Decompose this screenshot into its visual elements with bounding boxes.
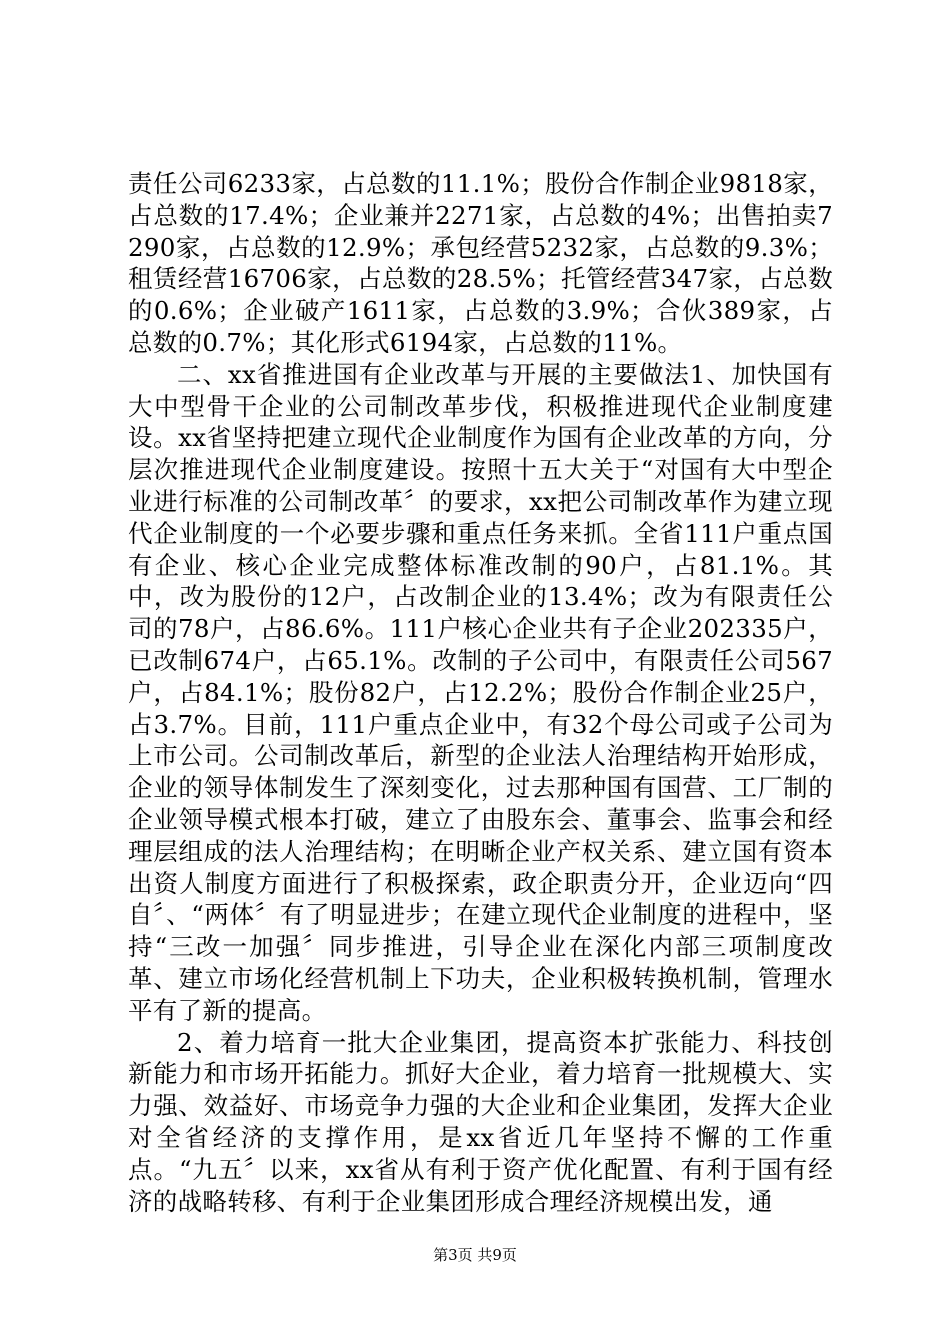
paragraph-section-two: 二、xx省推进国有企业改革与开展的主要做法1、加快国有大中型骨干企业的公司制改革步伐，积极推进现代企业制度建设。xx省坚持把建立现代企业制度作为国有企业改革的方向，分层次推进现代企业制度建设。按照十五大关于“对国有大中型企业进行标准的公司制改革〞的要求，xx把公司制改革作为建立现代企业制度的一个必要步骤和重点任务来抓。全省111户重点国有企业、核心企业完成整体标准改制的90户，占81.1%。其中，改为股份的12户，占改制企业的13.4%；改为有限责任公司的78户，占86.6%。111户核心企业共有子企业202335户，已改制674户，占65.1%。改制的子公司中，有限责任公司567户，占84.1%；股份82户，占12.2%；股份合作制企业25户，占3.7%。目前，111户重点企业中，有32个母公司或子公司为上市公司。公司制改革后，新型的企业法人治理结构开始形成，企业的领导体制发生了深刻变化，过去那种国有国营、工厂制的企业领导模式根本打破，建立了由股东会、董事会、监事会和经理层组成的法人治理结构；在明晰企业产权关系、建立国有资本出资人制度方面进行了积极探索，政企职责分开，企业迈向“四自〞、“两体〞有了明显进步；在建立现代企业制度的进程中，坚持“三改一加强〞同步推进，引导企业在深化内部三项制度改革、建立市场化经营机制上下功夫，企业积极转换机制，管理水平有了新的提高。 — [128, 359, 834, 1025]
page-footer: 第3页 共9页 — [433, 1246, 517, 1264]
paragraph-continuation: 责任公司6233家，占总数的11.1%；股份合作制企业9818家，占总数的17.4%；企业兼并2271家，占总数的4%；出售拍卖7290家，占总数的12.9%；承包经营5232家，占总数的9.3%；租赁经营16706家，占总数的28.5%；托管经营347家，占总数的0.6%；企业破产1611家，占总数的3.9%；合伙389家，占总数的0.7%；其化形式6194家，占总数的11%。 — [128, 169, 833, 357]
document-body — [128, 168, 833, 1217]
paragraph-item-two: 2、着力培育一批大企业集团，提高资本扩张能力、科技创新能力和市场开拓能力。抓好大企业，着力培育一批规模大、实力强、效益好、市场竞争力强的大企业和企业集团，发挥大企业对全省经济的支撑作用，是xx省近几年坚持不懈的工作重点。“九五〞以来，xx省从有利于资产优化配置、有利于国有经济的战略转移、有利于企业集团形成合理经济规模出发，通 — [128, 1027, 833, 1216]
